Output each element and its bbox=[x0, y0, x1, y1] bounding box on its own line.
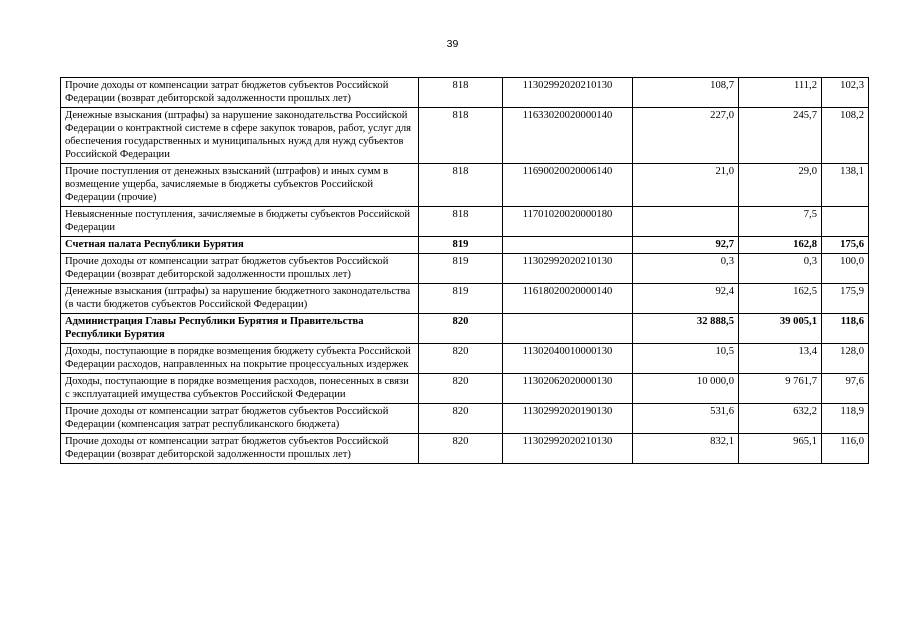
table-row bbox=[61, 284, 869, 314]
row-name-cell: Прочие доходы от компенсации затрат бюджетов субъектов Российской Федерации (компенсация затрат республиканского бюджета) bbox=[61, 404, 419, 434]
row-admin-code-cell: 819 bbox=[419, 237, 503, 254]
row-fact-cell: 39 005,1 bbox=[739, 314, 822, 344]
row-budget-code-cell: 11701020020000180 bbox=[503, 207, 633, 237]
row-plan-cell: 92,7 bbox=[633, 237, 739, 254]
row-name-cell: Денежные взыскания (штрафы) за нарушение законодательства Российской Федерации о контрактной системе в сфере закупок товаров, работ, услуг для обеспечения государственных и муниципальных нужд для нужд субъектов Российской Федерации bbox=[61, 108, 419, 164]
table-row bbox=[61, 78, 869, 108]
row-percent-cell bbox=[822, 207, 869, 237]
table-row bbox=[61, 164, 869, 207]
row-percent-cell: 118,6 bbox=[822, 314, 869, 344]
row-admin-code-cell: 819 bbox=[419, 254, 503, 284]
row-name-cell: Доходы, поступающие в порядке возмещения расходов, понесенных в связи с эксплуатацией имущества субъектов Российской Федерации bbox=[61, 374, 419, 404]
row-name-cell: Прочие доходы от компенсации затрат бюджетов субъектов Российской Федерации (возврат дебиторской задолженности прошлых лет) bbox=[61, 78, 419, 108]
row-budget-code-cell: 11302992020210130 bbox=[503, 78, 633, 108]
row-plan-cell: 227,0 bbox=[633, 108, 739, 164]
row-percent-cell: 128,0 bbox=[822, 344, 869, 374]
row-budget-code-cell: 11302992020190130 bbox=[503, 404, 633, 434]
row-percent-cell: 97,6 bbox=[822, 374, 869, 404]
row-percent-cell: 118,9 bbox=[822, 404, 869, 434]
row-percent-cell: 116,0 bbox=[822, 434, 869, 464]
row-budget-code-cell bbox=[503, 237, 633, 254]
row-plan-cell bbox=[633, 207, 739, 237]
row-percent-cell: 175,9 bbox=[822, 284, 869, 314]
table-row bbox=[61, 344, 869, 374]
row-fact-cell: 13,4 bbox=[739, 344, 822, 374]
table-row bbox=[61, 237, 869, 254]
row-percent-cell: 102,3 bbox=[822, 78, 869, 108]
row-name-cell: Прочие поступления от денежных взысканий (штрафов) и иных сумм в возмещение ущерба, зачисляемые в бюджеты субъектов Российской Федерации (прочие) bbox=[61, 164, 419, 207]
row-budget-code-cell: 11618020020000140 bbox=[503, 284, 633, 314]
row-plan-cell: 32 888,5 bbox=[633, 314, 739, 344]
row-fact-cell: 9 761,7 bbox=[739, 374, 822, 404]
row-plan-cell: 92,4 bbox=[633, 284, 739, 314]
page-number: 39 bbox=[446, 38, 459, 50]
table-row bbox=[61, 254, 869, 284]
row-plan-cell: 21,0 bbox=[633, 164, 739, 207]
row-admin-code-cell: 818 bbox=[419, 207, 503, 237]
row-admin-code-cell: 818 bbox=[419, 164, 503, 207]
row-admin-code-cell: 820 bbox=[419, 314, 503, 344]
row-admin-code-cell: 820 bbox=[419, 404, 503, 434]
row-admin-code-cell: 820 bbox=[419, 344, 503, 374]
row-admin-code-cell: 818 bbox=[419, 108, 503, 164]
row-admin-code-cell: 818 bbox=[419, 78, 503, 108]
table-row bbox=[61, 108, 869, 164]
row-name-cell: Администрация Главы Республики Бурятия и Правительства Республики Бурятия bbox=[61, 314, 419, 344]
row-fact-cell: 0,3 bbox=[739, 254, 822, 284]
row-name-cell: Доходы, поступающие в порядке возмещения бюджету субъекта Российской Федерации расходов, направленных на покрытие процессуальных издержек bbox=[61, 344, 419, 374]
row-fact-cell: 245,7 bbox=[739, 108, 822, 164]
row-percent-cell: 175,6 bbox=[822, 237, 869, 254]
row-fact-cell: 162,8 bbox=[739, 237, 822, 254]
row-plan-cell: 10,5 bbox=[633, 344, 739, 374]
row-percent-cell: 138,1 bbox=[822, 164, 869, 207]
row-budget-code-cell: 11302062020000130 bbox=[503, 374, 633, 404]
row-percent-cell: 108,2 bbox=[822, 108, 869, 164]
row-fact-cell: 632,2 bbox=[739, 404, 822, 434]
table-row bbox=[61, 314, 869, 344]
row-fact-cell: 29,0 bbox=[739, 164, 822, 207]
row-plan-cell: 531,6 bbox=[633, 404, 739, 434]
row-admin-code-cell: 820 bbox=[419, 434, 503, 464]
table-row bbox=[61, 434, 869, 464]
row-name-cell: Невыясненные поступления, зачисляемые в бюджеты субъектов Российской Федерации bbox=[61, 207, 419, 237]
row-name-cell: Счетная палата Республики Бурятия bbox=[61, 237, 419, 254]
table-row bbox=[61, 404, 869, 434]
row-budget-code-cell bbox=[503, 314, 633, 344]
row-percent-cell: 100,0 bbox=[822, 254, 869, 284]
row-plan-cell: 0,3 bbox=[633, 254, 739, 284]
row-budget-code-cell: 11302992020210130 bbox=[503, 434, 633, 464]
row-admin-code-cell: 819 bbox=[419, 284, 503, 314]
row-name-cell: Денежные взыскания (штрафы) за нарушение бюджетного законодательства (в части бюджетов субъектов Российской Федерации) bbox=[61, 284, 419, 314]
row-plan-cell: 832,1 bbox=[633, 434, 739, 464]
row-admin-code-cell: 820 bbox=[419, 374, 503, 404]
table-row bbox=[61, 374, 869, 404]
row-budget-code-cell: 11302040010000130 bbox=[503, 344, 633, 374]
row-plan-cell: 10 000,0 bbox=[633, 374, 739, 404]
row-plan-cell: 108,7 bbox=[633, 78, 739, 108]
table-row bbox=[61, 207, 869, 237]
row-budget-code-cell: 11633020020000140 bbox=[503, 108, 633, 164]
row-budget-code-cell: 11302992020210130 bbox=[503, 254, 633, 284]
row-fact-cell: 111,2 bbox=[739, 78, 822, 108]
row-fact-cell: 965,1 bbox=[739, 434, 822, 464]
row-fact-cell: 162,5 bbox=[739, 284, 822, 314]
row-name-cell: Прочие доходы от компенсации затрат бюджетов субъектов Российской Федерации (возврат дебиторской задолженности прошлых лет) bbox=[61, 434, 419, 464]
row-fact-cell: 7,5 bbox=[739, 207, 822, 237]
row-budget-code-cell: 11690020020006140 bbox=[503, 164, 633, 207]
revenue-table bbox=[60, 77, 869, 464]
row-name-cell: Прочие доходы от компенсации затрат бюджетов субъектов Российской Федерации (возврат дебиторской задолженности прошлых лет) bbox=[61, 254, 419, 284]
